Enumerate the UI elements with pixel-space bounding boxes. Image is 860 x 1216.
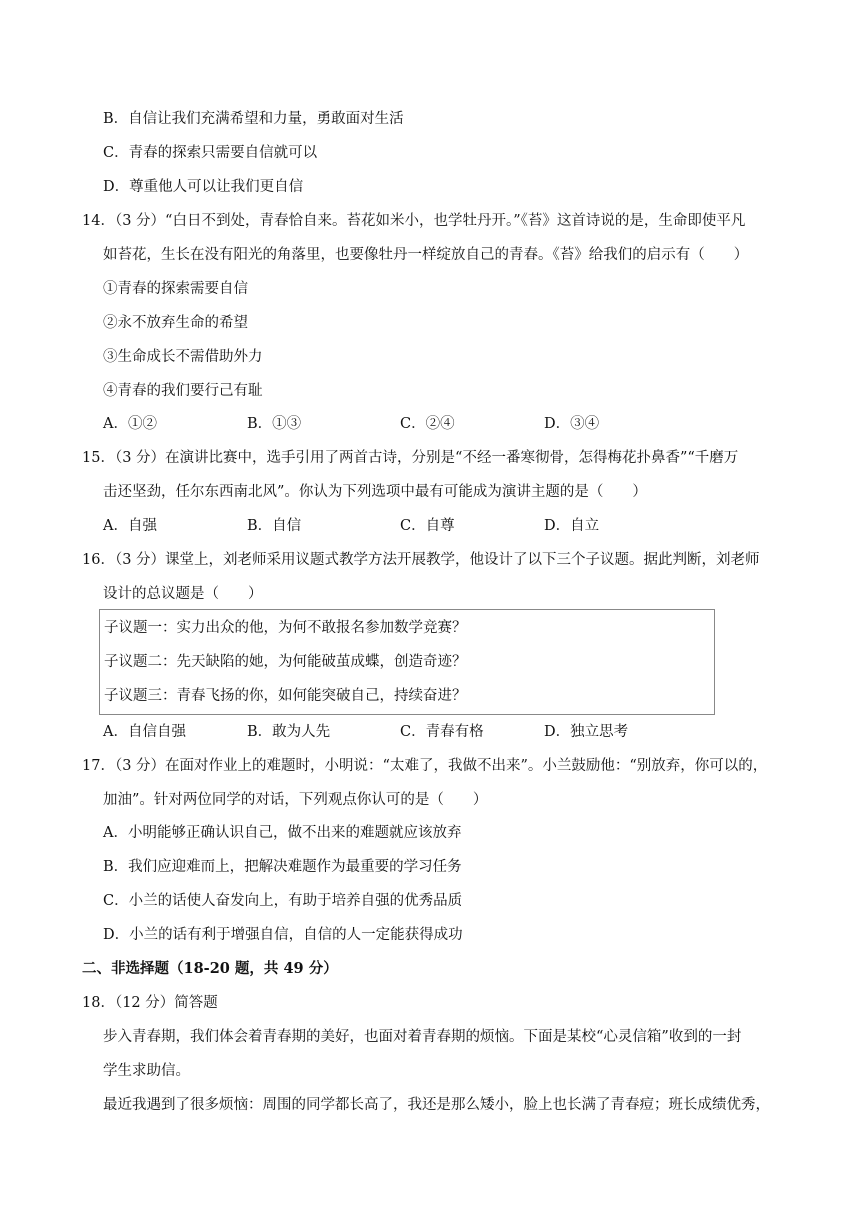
q18-paragraph1-line1: 步入青春期，我们体会着青春期的美好，也面对着青春期的烦恼。下面是某校“心灵信箱”收到的一封: [103, 1029, 742, 1045]
q18-paragraph1-line2: 学生求助信。: [103, 1063, 190, 1079]
section-title: 二、非选择题（18-20 题，共 49 分）: [82, 960, 338, 977]
q16-choice-a: A．自信自强: [103, 724, 186, 740]
q16-choice-c: C．青春有格: [400, 724, 484, 740]
q15-choice-c: C．自尊: [400, 518, 455, 534]
q14-choice-c: C．②④: [400, 416, 455, 432]
q16-subtopic-3: 子议题三：青春飞扬的你，如何能突破自己，持续奋进？: [104, 688, 467, 704]
q16-choice-b: B．敢为人先: [247, 724, 331, 740]
q14-item-1: ①青春的探索需要自信: [103, 281, 248, 297]
q15-choice-d: D．自立: [544, 518, 600, 534]
q14-choice-d: D．③④: [544, 416, 600, 432]
q17-stem-line2: 加油”。针对两位同学的对话，下列观点你认可的是（ ）: [103, 792, 488, 808]
q16-stem-line1: 16．（3 分）课堂上，刘老师采用议题式教学方法开展教学，他设计了以下三个子议题。据此判断，刘老师: [82, 552, 760, 568]
q17-option-b: B．我们应迎难而上，把解决难题作为最重要的学习任务: [103, 859, 462, 875]
q13-option-b: B．自信让我们充满希望和力量，勇敢面对生活: [103, 111, 404, 127]
q17-option-a: A．小明能够正确认识自己，做不出来的难题就应该放弃: [103, 825, 462, 841]
q16-stem-line2: 设计的总议题是（ ）: [103, 586, 263, 602]
q16-subtopic-2: 子议题二：先天缺陷的她，为何能破茧成蝶，创造奇迹？: [104, 654, 467, 670]
q17-option-d: D．小兰的话有利于增强自信，自信的人一定能获得成功: [103, 927, 463, 943]
q16-subtopic-1: 子议题一：实力出众的他，为何不敢报名参加数学竞赛？: [104, 620, 467, 636]
q13-option-c: C．青春的探索只需要自信就可以: [103, 145, 318, 161]
q14-choice-a: A．①②: [103, 416, 157, 432]
q14-stem-line2: 如苔花，生长在没有阳光的角落里，也要像牡丹一样绽放自己的青春。《苔》给我们的启示有（ ）: [103, 247, 749, 263]
q16-choice-d: D．独立思考: [544, 724, 629, 740]
q14-stem-line1: 14．（3 分）“白日不到处，青春恰自来。苔花如米小，也学牡丹开。”《苔》这首诗说的是，生命即使平凡: [82, 213, 746, 229]
q14-item-4: ④青春的我们要行己有耻: [103, 383, 263, 399]
q15-stem-line1: 15．（3 分）在演讲比赛中，选手引用了两首古诗，分别是“不经一番寒彻骨，怎得梅花扑鼻香”“千磨万: [82, 450, 739, 466]
q15-choice-b: B．自信: [247, 518, 302, 534]
q15-stem-line2: 击还坚劲，任尔东西南北风”。你认为下列选项中最有可能成为演讲主题的是（ ）: [103, 484, 647, 500]
q17-option-c: C．小兰的话使人奋发向上，有助于培养自强的优秀品质: [103, 893, 463, 909]
q18-paragraph2-line1: 最近我遇到了很多烦恼：周围的同学都长高了，我还是那么矮小，脸上也长满了青春痘；班长成绩优秀，: [103, 1097, 770, 1113]
q13-option-d: D．尊重他人可以让我们更自信: [103, 179, 304, 195]
q17-stem-line1: 17．（3 分）在面对作业上的难题时，小明说：“太难了，我做不出来”。小兰鼓励他：“别放弃，你可以的，: [82, 758, 768, 774]
q14-item-2: ②永不放弃生命的希望: [103, 315, 248, 331]
q15-choice-a: A．自强: [103, 518, 157, 534]
q14-choice-b: B．①③: [247, 416, 302, 432]
q18-heading: 18．（12 分）简答题: [82, 995, 218, 1011]
q14-item-3: ③生命成长不需借助外力: [103, 349, 263, 365]
